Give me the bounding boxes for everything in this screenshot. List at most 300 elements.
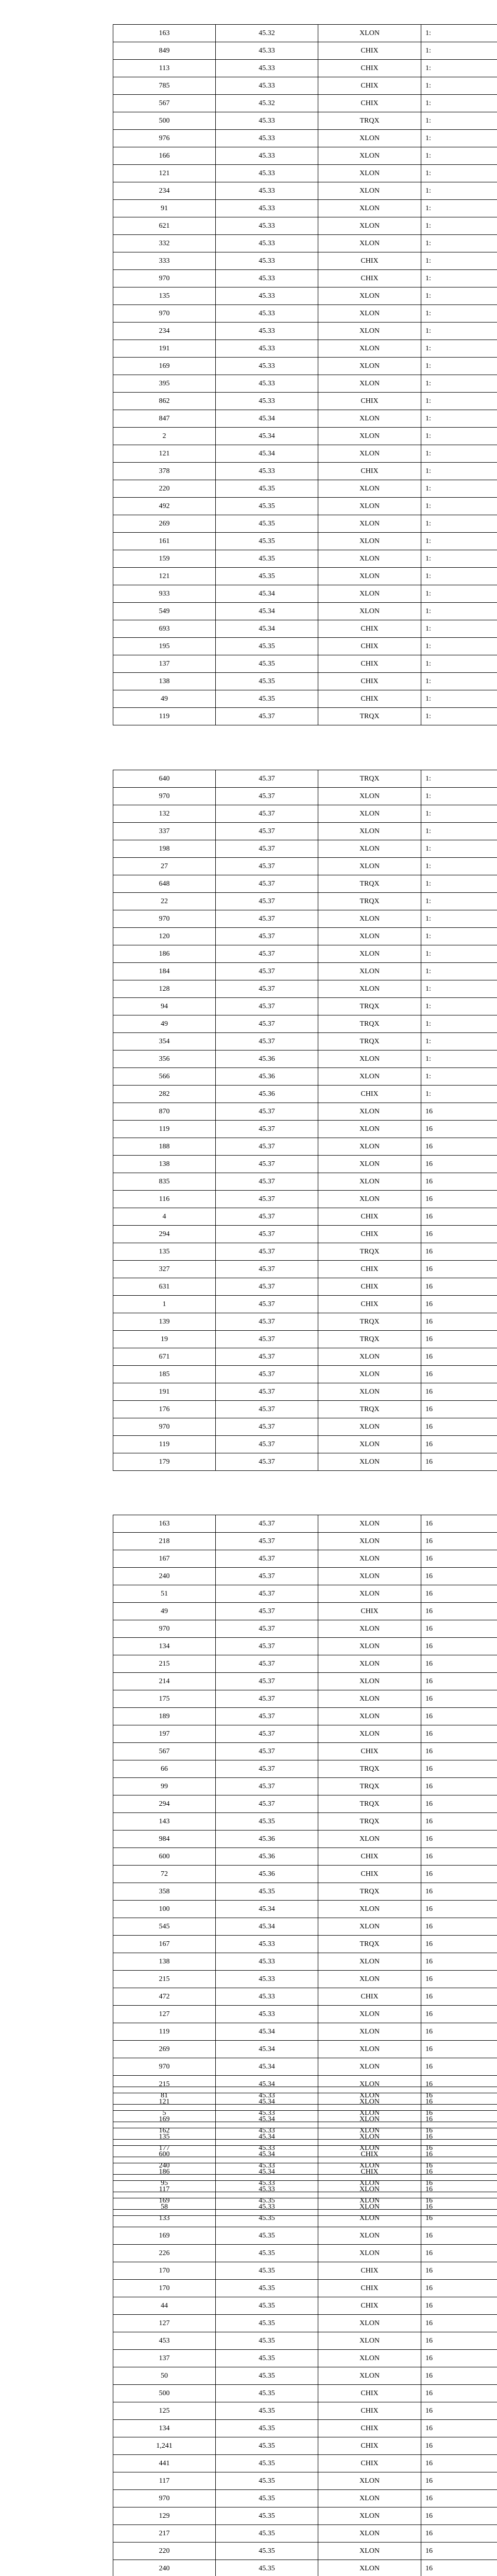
table-row <box>113 130 497 147</box>
table-row <box>113 60 497 77</box>
price-cell: 45.35 <box>216 2192 318 2210</box>
time-cell: 16 <box>421 1848 497 1866</box>
table-row <box>113 1743 497 1760</box>
time-cell: 1: <box>421 165 497 182</box>
venue-cell: CHIX <box>318 1296 421 1313</box>
venue-cell: CHIX <box>318 77 421 95</box>
table-row <box>113 1813 497 1831</box>
table-row <box>113 1725 497 1743</box>
table-row <box>113 1883 497 1901</box>
time-cell: 1: <box>421 112 497 130</box>
price-cell: 45.37 <box>216 1743 318 1760</box>
time-cell: 1: <box>421 840 497 858</box>
price-cell: 45.36 <box>216 1848 318 1866</box>
price-cell: 45.35 <box>216 2367 318 2385</box>
table-row <box>113 1103 497 1121</box>
volume-cell: 395 <box>113 375 216 393</box>
time-cell: 16 <box>421 1725 497 1743</box>
venue-cell: XLON <box>318 498 421 515</box>
table-row <box>113 1418 497 1436</box>
volume-cell: 1 <box>113 1296 216 1313</box>
venue-cell: XLON <box>318 1068 421 1086</box>
table-row <box>113 287 497 305</box>
venue-cell: XLON <box>318 235 421 252</box>
time-cell: 16 <box>421 1673 497 1690</box>
time-cell: 16 <box>421 1103 497 1121</box>
time-cell: 16 <box>421 2146 497 2163</box>
volume-cell: 22 <box>113 893 216 910</box>
price-cell: 45.33 <box>216 77 318 95</box>
volume-cell: 671 <box>113 1348 216 1366</box>
venue-cell: XLON <box>318 428 421 445</box>
time-cell: 16 <box>421 2175 497 2192</box>
table-row <box>113 805 497 823</box>
table-row <box>113 25 497 42</box>
venue-cell: CHIX <box>318 270 421 287</box>
table-row <box>113 823 497 840</box>
table-row <box>113 270 497 287</box>
time-cell: 16 <box>421 2093 497 2111</box>
venue-cell: XLON <box>318 910 421 928</box>
time-cell: 1: <box>421 182 497 200</box>
price-cell: 45.37 <box>216 1673 318 1690</box>
volume-cell: 198 <box>113 840 216 858</box>
time-cell: 16 <box>421 2087 497 2105</box>
table-row <box>113 2210 497 2227</box>
price-cell: 45.37 <box>216 945 318 963</box>
volume-cell: 984 <box>113 1831 216 1848</box>
price-cell: 45.37 <box>216 1585 318 1603</box>
volume-cell: 240 <box>113 1568 216 1585</box>
venue-cell: TRQX <box>318 1778 421 1795</box>
volume-cell: 163 <box>113 25 216 42</box>
venue-cell: XLON <box>318 1655 421 1673</box>
table-row <box>113 1778 497 1795</box>
table-row <box>113 2140 497 2157</box>
price-cell: 45.35 <box>216 2297 318 2315</box>
price-cell: 45.35 <box>216 1813 318 1831</box>
time-cell: 1: <box>421 980 497 998</box>
volume-cell: 970 <box>113 1620 216 1638</box>
price-cell: 45.36 <box>216 1050 318 1068</box>
volume-cell: 453 <box>113 2332 216 2350</box>
table-row <box>113 533 497 550</box>
volume-cell: 197 <box>113 1725 216 1743</box>
time-cell: 16 <box>421 2245 497 2262</box>
price-cell: 45.35 <box>216 2315 318 2332</box>
volume-cell: 4 <box>113 1208 216 1226</box>
price-cell: 45.37 <box>216 708 318 725</box>
price-cell: 45.33 <box>216 2157 318 2175</box>
table-row <box>113 1673 497 1690</box>
table-row <box>113 182 497 200</box>
table-section-1 <box>113 24 497 725</box>
volume-cell: 169 <box>113 2192 216 2210</box>
time-cell: 1: <box>421 287 497 305</box>
price-cell: 45.37 <box>216 788 318 805</box>
venue-cell: CHIX <box>318 1226 421 1243</box>
time-cell: 16 <box>421 2367 497 2385</box>
venue-cell: XLON <box>318 2315 421 2332</box>
venue-cell: CHIX <box>318 2280 421 2297</box>
table-row <box>113 2332 497 2350</box>
table-row <box>113 620 497 638</box>
time-cell: 16 <box>421 1918 497 1936</box>
price-cell: 45.37 <box>216 1568 318 1585</box>
venue-cell: TRQX <box>318 1760 421 1778</box>
price-cell: 45.37 <box>216 1208 318 1226</box>
venue-cell: CHIX <box>318 2385 421 2402</box>
table-row <box>113 550 497 568</box>
price-cell: 45.37 <box>216 893 318 910</box>
venue-cell: TRQX <box>318 1015 421 1033</box>
price-cell: 45.32 <box>216 95 318 112</box>
venue-cell: XLON <box>318 2210 421 2227</box>
volume-cell: 282 <box>113 1086 216 1103</box>
price-cell: 45.37 <box>216 1138 318 1156</box>
venue-cell: XLON <box>318 603 421 620</box>
volume-cell: 139 <box>113 1313 216 1331</box>
venue-cell: XLON <box>318 2472 421 2490</box>
table-row <box>113 893 497 910</box>
table-row <box>113 2227 497 2245</box>
volume-cell: 549 <box>113 603 216 620</box>
table-row <box>113 2350 497 2367</box>
time-cell: 16 <box>421 1936 497 1953</box>
table-row <box>113 1226 497 1243</box>
time-cell: 16 <box>421 1638 497 1655</box>
venue-cell: XLON <box>318 2093 421 2111</box>
volume-cell: 2 <box>113 428 216 445</box>
table-row <box>113 1760 497 1778</box>
venue-cell: XLON <box>318 533 421 550</box>
volume-cell: 179 <box>113 1453 216 1471</box>
table-row <box>113 358 497 375</box>
volume-cell: 835 <box>113 1173 216 1191</box>
table-row <box>113 1848 497 1866</box>
time-cell: 16 <box>421 1366 497 1383</box>
table-row <box>113 1068 497 1086</box>
table-row <box>113 1533 497 1550</box>
price-cell: 45.37 <box>216 1121 318 1138</box>
time-cell: 16 <box>421 1585 497 1603</box>
volume-cell: 269 <box>113 2041 216 2058</box>
time-cell: 16 <box>421 1690 497 1708</box>
time-cell: 16 <box>421 1971 497 1988</box>
volume-cell: 170 <box>113 2262 216 2280</box>
table-row <box>113 2420 497 2437</box>
price-cell: 45.33 <box>216 2087 318 2105</box>
venue-cell: TRQX <box>318 1795 421 1813</box>
price-cell: 45.37 <box>216 1418 318 1436</box>
venue-cell: CHIX <box>318 95 421 112</box>
time-cell: 1: <box>421 1033 497 1050</box>
table-row <box>113 2262 497 2280</box>
venue-cell: XLON <box>318 1453 421 1471</box>
volume-cell: 441 <box>113 2455 216 2472</box>
table-row <box>113 1638 497 1655</box>
volume-cell: 693 <box>113 620 216 638</box>
volume-cell: 99 <box>113 1778 216 1795</box>
table-row <box>113 323 497 340</box>
price-cell: 45.35 <box>216 2472 318 2490</box>
volume-cell: 186 <box>113 945 216 963</box>
time-cell: 1: <box>421 823 497 840</box>
price-cell: 45.33 <box>216 340 318 358</box>
time-cell: 1: <box>421 270 497 287</box>
volume-cell: 327 <box>113 1261 216 1278</box>
time-cell: 1: <box>421 858 497 875</box>
volume-cell: 135 <box>113 2128 216 2146</box>
price-cell: 45.37 <box>216 1313 318 1331</box>
venue-cell: XLON <box>318 147 421 165</box>
volume-cell: 49 <box>113 690 216 708</box>
volume-cell: 849 <box>113 42 216 60</box>
venue-cell: XLON <box>318 1690 421 1708</box>
volume-cell: 500 <box>113 2385 216 2402</box>
time-cell: 1: <box>421 42 497 60</box>
time-cell: 1: <box>421 910 497 928</box>
venue-cell: XLON <box>318 340 421 358</box>
price-cell: 45.37 <box>216 1725 318 1743</box>
volume-cell: 621 <box>113 217 216 235</box>
venue-cell: CHIX <box>318 655 421 673</box>
table-row <box>113 1918 497 1936</box>
venue-cell: XLON <box>318 1533 421 1550</box>
price-cell: 45.35 <box>216 2525 318 2543</box>
table-row <box>113 1296 497 1313</box>
time-cell: 1: <box>421 95 497 112</box>
time-cell: 1: <box>421 655 497 673</box>
table-row <box>113 2105 497 2122</box>
price-cell: 45.37 <box>216 1795 318 1813</box>
venue-cell: XLON <box>318 1436 421 1453</box>
venue-cell: CHIX <box>318 638 421 655</box>
table-row <box>113 963 497 980</box>
price-cell: 45.33 <box>216 358 318 375</box>
volume-cell: 186 <box>113 2163 216 2181</box>
venue-cell: XLON <box>318 1050 421 1068</box>
time-cell: 16 <box>421 1568 497 1585</box>
table-row <box>113 2560 497 2576</box>
price-cell: 45.35 <box>216 480 318 498</box>
price-cell: 45.33 <box>216 2105 318 2122</box>
volume-cell: 215 <box>113 1971 216 1988</box>
price-cell: 45.33 <box>216 182 318 200</box>
time-cell: 1: <box>421 603 497 620</box>
price-cell: 45.33 <box>216 2181 318 2198</box>
price-cell: 45.35 <box>216 533 318 550</box>
time-cell: 1: <box>421 788 497 805</box>
time-cell: 16 <box>421 1313 497 1331</box>
table-row <box>113 655 497 673</box>
volume-cell: 129 <box>113 2507 216 2525</box>
price-cell: 45.37 <box>216 1550 318 1568</box>
volume-cell: 600 <box>113 2146 216 2163</box>
time-cell: 16 <box>421 2006 497 2023</box>
time-cell: 16 <box>421 1383 497 1401</box>
time-cell: 1: <box>421 25 497 42</box>
price-cell: 45.34 <box>216 428 318 445</box>
volume-cell: 356 <box>113 1050 216 1068</box>
venue-cell: XLON <box>318 287 421 305</box>
venue-cell: TRQX <box>318 1243 421 1261</box>
table-row <box>113 1901 497 1918</box>
price-cell: 45.35 <box>216 2490 318 2507</box>
price-cell: 45.37 <box>216 1638 318 1655</box>
table-row <box>113 788 497 805</box>
price-cell: 45.34 <box>216 620 318 638</box>
time-cell: 16 <box>421 1191 497 1208</box>
venue-cell: CHIX <box>318 2297 421 2315</box>
volume-cell: 191 <box>113 340 216 358</box>
time-cell: 16 <box>421 2472 497 2490</box>
time-cell: 1: <box>421 638 497 655</box>
price-cell: 45.32 <box>216 25 318 42</box>
volume-cell: 135 <box>113 1243 216 1261</box>
venue-cell: TRQX <box>318 893 421 910</box>
venue-cell: XLON <box>318 858 421 875</box>
venue-cell: XLON <box>318 130 421 147</box>
table-row <box>113 2472 497 2490</box>
venue-cell: XLON <box>318 2023 421 2041</box>
table-row <box>113 1383 497 1401</box>
price-cell: 45.34 <box>216 1901 318 1918</box>
time-cell: 1: <box>421 340 497 358</box>
volume-cell: 976 <box>113 130 216 147</box>
price-cell: 45.34 <box>216 2111 318 2128</box>
time-cell: 1: <box>421 323 497 340</box>
venue-cell: CHIX <box>318 2420 421 2437</box>
price-cell: 45.37 <box>216 805 318 823</box>
price-cell: 45.37 <box>216 875 318 893</box>
time-cell: 1: <box>421 445 497 463</box>
table-row <box>113 858 497 875</box>
trades-table-body <box>113 2087 497 2576</box>
volume-cell: 143 <box>113 1813 216 1831</box>
table-row <box>113 998 497 1015</box>
time-cell: 1: <box>421 410 497 428</box>
price-cell: 45.33 <box>216 1936 318 1953</box>
volume-cell: 121 <box>113 445 216 463</box>
venue-cell: CHIX <box>318 1743 421 1760</box>
venue-cell: XLON <box>318 323 421 340</box>
venue-cell: CHIX <box>318 60 421 77</box>
volume-cell: 177 <box>113 2140 216 2157</box>
time-cell: 16 <box>421 1550 497 1568</box>
price-cell: 45.33 <box>216 2006 318 2023</box>
time-cell: 16 <box>421 2210 497 2227</box>
time-cell: 16 <box>421 1655 497 1673</box>
table-row <box>113 305 497 323</box>
time-cell: 16 <box>421 2490 497 2507</box>
price-cell: 45.37 <box>216 770 318 788</box>
price-cell: 45.36 <box>216 1068 318 1086</box>
table-row <box>113 515 497 533</box>
time-cell: 16 <box>421 2525 497 2543</box>
venue-cell: CHIX <box>318 1848 421 1866</box>
venue-cell: XLON <box>318 805 421 823</box>
price-cell: 45.33 <box>216 1953 318 1971</box>
volume-cell: 138 <box>113 1156 216 1173</box>
price-cell: 45.35 <box>216 2385 318 2402</box>
venue-cell: TRQX <box>318 1936 421 1953</box>
table-row <box>113 393 497 410</box>
volume-cell: 91 <box>113 200 216 217</box>
time-cell: 16 <box>421 2297 497 2315</box>
volume-cell: 215 <box>113 1655 216 1673</box>
time-cell: 16 <box>421 2262 497 2280</box>
volume-cell: 226 <box>113 2245 216 2262</box>
venue-cell: TRQX <box>318 1813 421 1831</box>
volume-cell: 128 <box>113 980 216 998</box>
venue-cell: XLON <box>318 515 421 533</box>
table-row <box>113 1050 497 1068</box>
table-row <box>113 340 497 358</box>
venue-cell: CHIX <box>318 1086 421 1103</box>
price-cell: 45.37 <box>216 1243 318 1261</box>
volume-cell: 119 <box>113 2023 216 2041</box>
time-cell: 1: <box>421 77 497 95</box>
table-row <box>113 585 497 603</box>
volume-cell: 119 <box>113 1436 216 1453</box>
venue-cell: TRQX <box>318 112 421 130</box>
price-cell: 45.37 <box>216 1620 318 1638</box>
price-cell: 45.37 <box>216 1778 318 1795</box>
price-cell: 45.37 <box>216 1401 318 1418</box>
table-row <box>113 1971 497 1988</box>
table-row <box>113 1515 497 1533</box>
trades-table <box>113 770 497 1471</box>
price-cell: 45.35 <box>216 1883 318 1901</box>
time-cell: 16 <box>421 1778 497 1795</box>
volume-cell: 121 <box>113 165 216 182</box>
price-cell: 45.35 <box>216 2420 318 2437</box>
venue-cell: XLON <box>318 2350 421 2367</box>
venue-cell: TRQX <box>318 1033 421 1050</box>
venue-cell: TRQX <box>318 770 421 788</box>
venue-cell: XLON <box>318 217 421 235</box>
table-row <box>113 2280 497 2297</box>
price-cell: 45.34 <box>216 2146 318 2163</box>
time-cell: 1: <box>421 928 497 945</box>
price-cell: 45.35 <box>216 2455 318 2472</box>
price-cell: 45.37 <box>216 1348 318 1366</box>
volume-cell: 500 <box>113 112 216 130</box>
volume-cell: 847 <box>113 410 216 428</box>
table-row <box>113 2245 497 2262</box>
table-row <box>113 1208 497 1226</box>
time-cell: 16 <box>421 2181 497 2198</box>
price-cell: 45.35 <box>216 498 318 515</box>
table-row <box>113 2041 497 2058</box>
table-row <box>113 2490 497 2507</box>
volume-cell: 378 <box>113 463 216 480</box>
time-cell: 1: <box>421 585 497 603</box>
time-cell: 1: <box>421 690 497 708</box>
venue-cell: XLON <box>318 568 421 585</box>
venue-cell: XLON <box>318 305 421 323</box>
table-row <box>113 200 497 217</box>
venue-cell: XLON <box>318 1638 421 1655</box>
price-cell: 45.37 <box>216 1296 318 1313</box>
table-row <box>113 1156 497 1173</box>
table-row <box>113 875 497 893</box>
price-cell: 45.33 <box>216 305 318 323</box>
time-cell: 1: <box>421 200 497 217</box>
table-row <box>113 1033 497 1050</box>
venue-cell: XLON <box>318 1725 421 1743</box>
